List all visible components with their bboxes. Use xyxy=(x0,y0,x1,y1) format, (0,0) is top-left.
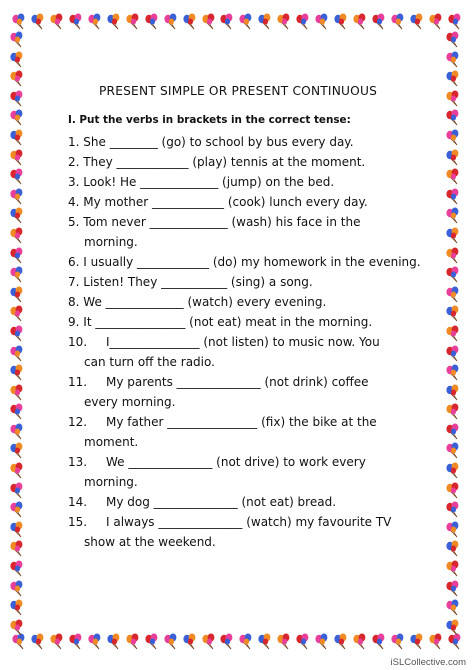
balloon-icon xyxy=(444,285,462,303)
exercise-item xyxy=(68,372,369,392)
exercise-text: Tom never _____________ (wash) his face in the xyxy=(83,215,361,229)
balloon-icon xyxy=(105,12,123,30)
exercise-item xyxy=(68,192,368,212)
balloon-icon xyxy=(48,632,66,650)
exercise-text: It _______________ (not eat) meat in the morning. xyxy=(83,315,373,329)
balloon-icon xyxy=(444,383,462,401)
balloon-icon xyxy=(8,598,26,616)
exercise-continuation: morning. xyxy=(84,235,138,249)
balloon-icon xyxy=(444,344,462,362)
balloon-icon xyxy=(444,108,462,126)
balloon-icon xyxy=(444,363,462,381)
balloon-icon xyxy=(8,167,26,185)
balloon-icon xyxy=(444,579,462,597)
balloon-icon xyxy=(29,12,47,30)
balloon-icon xyxy=(444,441,462,459)
balloon-icon xyxy=(67,12,85,30)
balloon-icon xyxy=(237,632,255,650)
balloon-icon xyxy=(8,285,26,303)
balloon-icon xyxy=(8,226,26,244)
exercise-text: We _____________ (watch) every evening. xyxy=(83,295,327,309)
balloon-icon xyxy=(8,500,26,518)
exercise-item xyxy=(68,332,380,352)
watermark: iSLCollective.com xyxy=(390,657,466,668)
balloon-icon xyxy=(8,363,26,381)
balloon-icon xyxy=(444,559,462,577)
balloon-icon xyxy=(8,520,26,538)
balloon-icon xyxy=(48,12,66,30)
balloon-icon xyxy=(8,559,26,577)
balloon-icon xyxy=(444,461,462,479)
exercise-number: 12. xyxy=(68,415,88,429)
balloon-icon xyxy=(8,69,26,87)
exercise-text: We ______________ (not drive) to work every xyxy=(106,455,366,469)
exercise-number: 2. xyxy=(68,155,80,169)
exercise-number: 10. xyxy=(68,335,88,349)
balloon-icon xyxy=(8,481,26,499)
balloon-icon xyxy=(8,246,26,264)
exercise-item xyxy=(68,132,354,152)
balloon-icon xyxy=(275,12,293,30)
balloon-icon xyxy=(256,632,274,650)
exercise-number: 8. xyxy=(68,295,80,309)
exercise-number: 9. xyxy=(68,315,80,329)
balloon-icon xyxy=(8,50,26,68)
balloon-icon xyxy=(444,246,462,264)
exercise-text: Listen! They ___________ (sing) a song. xyxy=(83,275,313,289)
worksheet xyxy=(36,40,440,628)
balloon-icon xyxy=(200,12,218,30)
balloon-icon xyxy=(86,12,104,30)
balloon-icon xyxy=(124,12,142,30)
balloon-icon xyxy=(408,12,426,30)
balloon-icon xyxy=(444,187,462,205)
exercise-number: 5. xyxy=(68,215,80,229)
exercise-item xyxy=(68,512,391,532)
balloon-icon xyxy=(294,632,312,650)
worksheet-title: PRESENT SIMPLE OR PRESENT CONTINUOUS xyxy=(98,84,378,98)
balloon-icon xyxy=(370,632,388,650)
balloon-icon xyxy=(408,632,426,650)
balloon-icon xyxy=(389,632,407,650)
balloon-icon xyxy=(143,12,161,30)
exercise-text: My father _______________ (fix) the bike at the xyxy=(106,415,377,429)
decorative-border-bottom xyxy=(10,632,464,654)
balloon-icon xyxy=(67,632,85,650)
exercise-continuation: morning. xyxy=(84,475,138,489)
exercise-continuation: can turn off the radio. xyxy=(84,355,215,369)
balloon-icon xyxy=(444,520,462,538)
balloon-icon xyxy=(181,632,199,650)
balloon-icon xyxy=(8,344,26,362)
instruction: I. Put the verbs in brackets in the correct tense: xyxy=(68,114,351,126)
balloon-icon xyxy=(444,402,462,420)
exercise-text: They ____________ (play) tennis at the moment. xyxy=(83,155,366,169)
balloon-icon xyxy=(389,12,407,30)
balloon-icon xyxy=(181,12,199,30)
balloon-icon xyxy=(332,632,350,650)
balloon-icon xyxy=(86,632,104,650)
balloon-icon xyxy=(105,632,123,650)
exercise-text: Look! He _____________ (jump) on the bed. xyxy=(83,175,335,189)
balloon-icon xyxy=(444,304,462,322)
balloon-icon xyxy=(8,187,26,205)
balloon-icon xyxy=(444,265,462,283)
balloon-icon xyxy=(8,422,26,440)
balloon-icon xyxy=(444,618,462,636)
balloon-icon xyxy=(351,12,369,30)
exercise-number: 13. xyxy=(68,455,88,469)
exercise-number: 11. xyxy=(68,375,88,389)
balloon-icon xyxy=(8,441,26,459)
exercise-item xyxy=(68,252,421,272)
balloon-icon xyxy=(218,12,236,30)
exercise-item xyxy=(68,292,326,312)
exercise-text: I always ______________ (watch) my favourite TV xyxy=(106,515,392,529)
exercise-number: 3. xyxy=(68,175,80,189)
exercise-number: 15. xyxy=(68,515,88,529)
balloon-icon xyxy=(370,12,388,30)
exercise-item xyxy=(68,272,313,292)
balloon-icon xyxy=(444,89,462,107)
exercise-text: I_______________ (not listen) to music now. You xyxy=(106,335,380,349)
exercise-text: I usually ____________ (do) my homework in the evening. xyxy=(83,255,421,269)
balloon-icon xyxy=(8,89,26,107)
balloon-icon xyxy=(313,12,331,30)
exercise-number: 4. xyxy=(68,195,80,209)
exercise-item xyxy=(68,212,360,232)
balloon-icon xyxy=(444,539,462,557)
balloon-icon xyxy=(10,12,28,30)
balloon-icon xyxy=(444,148,462,166)
balloon-icon xyxy=(143,632,161,650)
balloon-icon xyxy=(444,167,462,185)
balloon-icon xyxy=(446,12,464,30)
exercise-continuation: moment. xyxy=(84,435,139,449)
balloon-icon xyxy=(162,12,180,30)
balloon-icon xyxy=(8,304,26,322)
balloon-icon xyxy=(162,632,180,650)
balloon-icon xyxy=(8,148,26,166)
exercise-item xyxy=(68,312,372,332)
exercise-continuation: every morning. xyxy=(84,395,176,409)
balloon-icon xyxy=(444,324,462,342)
balloon-icon xyxy=(237,12,255,30)
balloon-icon xyxy=(124,632,142,650)
balloon-icon xyxy=(427,12,445,30)
decorative-border-top xyxy=(10,12,464,34)
balloon-icon xyxy=(444,69,462,87)
balloon-icon xyxy=(29,632,47,650)
exercise-continuation: show at the weekend. xyxy=(84,535,216,549)
balloon-icon xyxy=(444,128,462,146)
exercise-number: 1. xyxy=(68,135,80,149)
balloon-icon xyxy=(444,481,462,499)
balloon-icon xyxy=(8,539,26,557)
balloon-icon xyxy=(8,128,26,146)
decorative-border-left xyxy=(8,30,30,636)
exercise-number: 14. xyxy=(68,495,88,509)
exercise-text: My dog ______________ (not eat) bread. xyxy=(106,495,337,509)
balloon-icon xyxy=(427,632,445,650)
decorative-border-right xyxy=(444,30,466,636)
balloon-icon xyxy=(351,632,369,650)
balloon-icon xyxy=(294,12,312,30)
balloon-icon xyxy=(8,402,26,420)
balloon-icon xyxy=(8,618,26,636)
balloon-icon xyxy=(8,579,26,597)
balloon-icon xyxy=(8,30,26,48)
balloon-icon xyxy=(200,632,218,650)
exercise-item xyxy=(68,452,366,472)
balloon-icon xyxy=(275,632,293,650)
balloon-icon xyxy=(8,206,26,224)
balloon-icon xyxy=(444,30,462,48)
exercise-item xyxy=(68,152,365,172)
balloon-icon xyxy=(256,12,274,30)
balloon-icon xyxy=(218,632,236,650)
exercise-number: 6. xyxy=(68,255,80,269)
exercise-number: 7. xyxy=(68,275,80,289)
balloon-icon xyxy=(444,598,462,616)
balloon-icon xyxy=(444,50,462,68)
balloon-icon xyxy=(444,226,462,244)
exercise-item xyxy=(68,412,377,432)
exercise-item xyxy=(68,172,334,192)
balloon-icon xyxy=(444,206,462,224)
balloon-icon xyxy=(332,12,350,30)
balloon-icon xyxy=(444,422,462,440)
balloon-icon xyxy=(8,108,26,126)
balloon-icon xyxy=(444,500,462,518)
exercise-text: She ________ (go) to school by bus every day. xyxy=(83,135,354,149)
balloon-icon xyxy=(8,265,26,283)
balloon-icon xyxy=(313,632,331,650)
exercise-text: My mother ____________ (cook) lunch every day. xyxy=(83,195,368,209)
balloon-icon xyxy=(8,324,26,342)
balloon-icon xyxy=(8,383,26,401)
exercise-item xyxy=(68,492,336,512)
exercise-text: My parents ______________ (not drink) coffee xyxy=(106,375,369,389)
balloon-icon xyxy=(8,461,26,479)
